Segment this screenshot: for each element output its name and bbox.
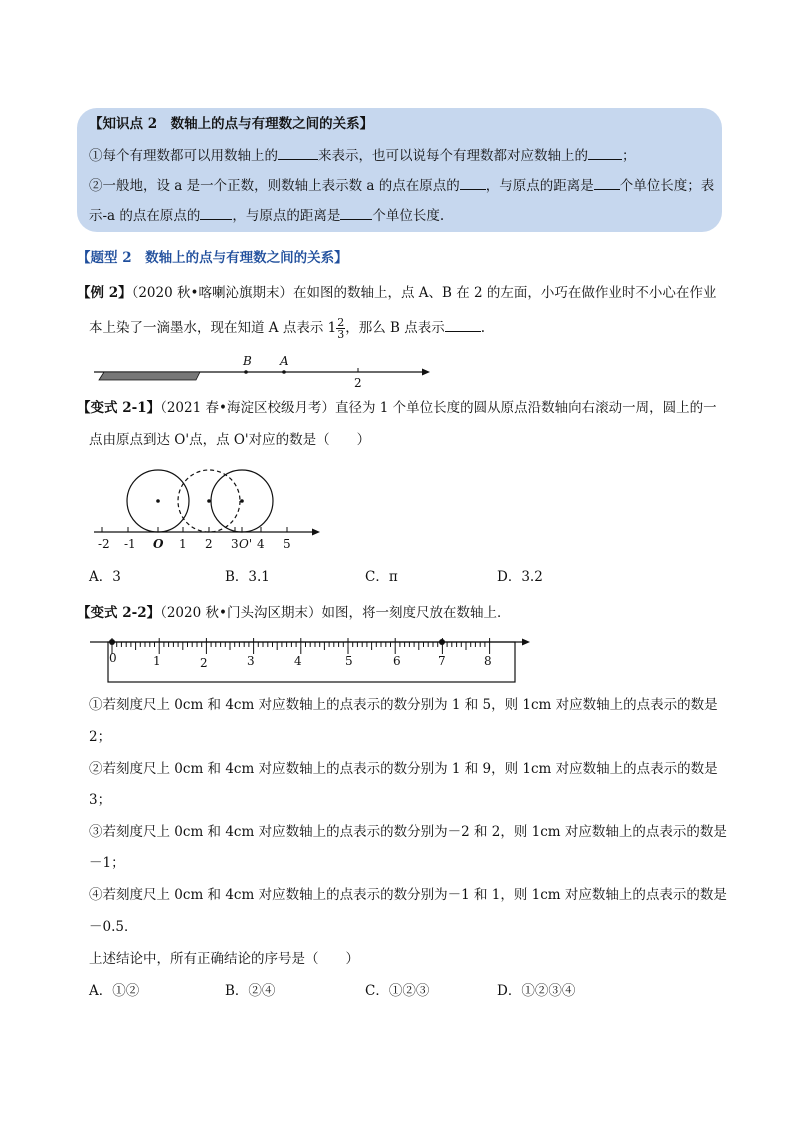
statement-4-line-1: ④若刻度尺上 0cm 和 4cm 对应数轴上的点表示的数分别为－1 和 1，则 1cm 对应数轴上的点表示的数是	[89, 887, 727, 903]
label-2: 2	[354, 376, 362, 390]
point-a	[282, 370, 286, 374]
fill-blank	[594, 175, 620, 190]
section-heading: 【题型 2 数轴上的点与有理数之间的关系】	[77, 250, 348, 266]
example-2-line-2: 本上染了一滴墨水，现在知道 A 点表示 1 $\frac{2}{3}$ ，那么 B 点表示 .	[89, 316, 486, 341]
label-b: B	[243, 354, 252, 368]
tick-label: 1	[179, 537, 187, 551]
ruler-label: 7	[438, 654, 446, 668]
statement-1-line-1: ①若刻度尺上 0cm 和 4cm 对应数轴上的点表示的数分别为 1 和 5，则 1cm 对应数轴上的点表示的数是	[89, 697, 718, 713]
tick-label-o-prime: O'	[239, 537, 253, 551]
ruler-label: 5	[345, 654, 353, 668]
knowledge-line-3: 示-a 的点在原点的 ，与原点的距离是 个单位长度.	[89, 205, 444, 226]
ruler-label: 0	[109, 651, 117, 665]
ruler-label: 2	[200, 656, 208, 670]
tick-label-origin: O	[153, 537, 164, 551]
example-2-number-line	[90, 350, 435, 390]
knowledge-line-1: ①每个有理数都可以用数轴上的 来表示，也可以说每个有理数都对应数轴上的 ；	[89, 145, 636, 166]
rolling-circle-diagram	[90, 460, 330, 555]
knowledge-line-2: ②一般地，设 a 是一个正数，则数轴上表示数 a 的点在原点的 ，与原点的距离是 个单位长度；表	[89, 175, 714, 196]
point-b	[244, 370, 248, 374]
knowledge-box	[77, 108, 722, 232]
option-d[interactable]: D．①②③④	[497, 983, 576, 999]
fill-blank	[588, 145, 622, 160]
fraction: $\frac{2}{3}$	[337, 316, 345, 341]
statement-4-line-2: －0.5．	[89, 919, 138, 935]
knowledge-title: 【知识点 2 数轴上的点与有理数之间的关系】	[89, 116, 374, 132]
ruler	[108, 642, 515, 682]
ruler-label: 3	[247, 654, 255, 668]
option-b[interactable]: B．②④	[225, 983, 276, 999]
ruler-on-number-line	[88, 632, 538, 687]
variant-2-1-line-2: 点由原点到达 O'点，点 O'对应的数是（ ）	[89, 432, 371, 448]
statement-1-line-2: 2；	[89, 729, 112, 745]
label-a: A	[280, 354, 289, 368]
ink-blot	[99, 372, 200, 380]
statement-2-line-1: ②若刻度尺上 0cm 和 4cm 对应数轴上的点表示的数分别为 1 和 9，则 1cm 对应数轴上的点表示的数是	[89, 761, 718, 777]
fill-blank	[445, 317, 481, 332]
option-a[interactable]: A．①②	[89, 983, 140, 999]
option-c[interactable]: C．①②③	[365, 983, 430, 999]
tick-label: -2	[98, 537, 110, 551]
tick-label: 2	[205, 537, 213, 551]
option-c[interactable]: C．π	[365, 569, 398, 585]
fill-blank	[278, 145, 318, 160]
ruler-label: 4	[294, 654, 302, 668]
ruler-label: 8	[484, 654, 492, 668]
question-prompt: 上述结论中，所有正确结论的序号是（ ）	[89, 951, 359, 967]
variant-2-1-line-1: 【变式 2-1】（2021 春•海淀区校级月考）直径为 1 个单位长度的圆从原点沿数轴向右滚动一周，圆上的一	[77, 400, 717, 416]
tick-label: 3	[231, 537, 239, 551]
statement-2-line-2: 3；	[89, 792, 112, 808]
fill-blank	[340, 205, 372, 220]
variant-2-2-line-1: 【变式 2-2】（2020 秋•门头沟区期末）如图，将一刻度尺放在数轴上．	[77, 605, 511, 621]
statement-3-line-1: ③若刻度尺上 0cm 和 4cm 对应数轴上的点表示的数分别为－2 和 2，则 1cm 对应数轴上的点表示的数是	[89, 824, 727, 840]
example-2-line-1: 【例 2】（2020 秋•喀喇沁旗期末）在如图的数轴上，点 A、B 在 2 的左面，小巧在做作业时不小心在作业	[77, 285, 717, 301]
option-d[interactable]: D．3.2	[497, 569, 543, 585]
tick-label: 4	[257, 537, 265, 551]
ruler-label: 6	[393, 654, 401, 668]
ruler-label: 1	[153, 654, 161, 668]
statement-3-line-2: －1；	[89, 855, 125, 871]
fill-blank	[460, 175, 486, 190]
fill-blank	[200, 205, 232, 220]
tick-label: -1	[124, 537, 136, 551]
option-a[interactable]: A．3	[89, 569, 121, 585]
option-b[interactable]: B．3.1	[225, 569, 270, 585]
tick-label: 5	[283, 537, 291, 551]
